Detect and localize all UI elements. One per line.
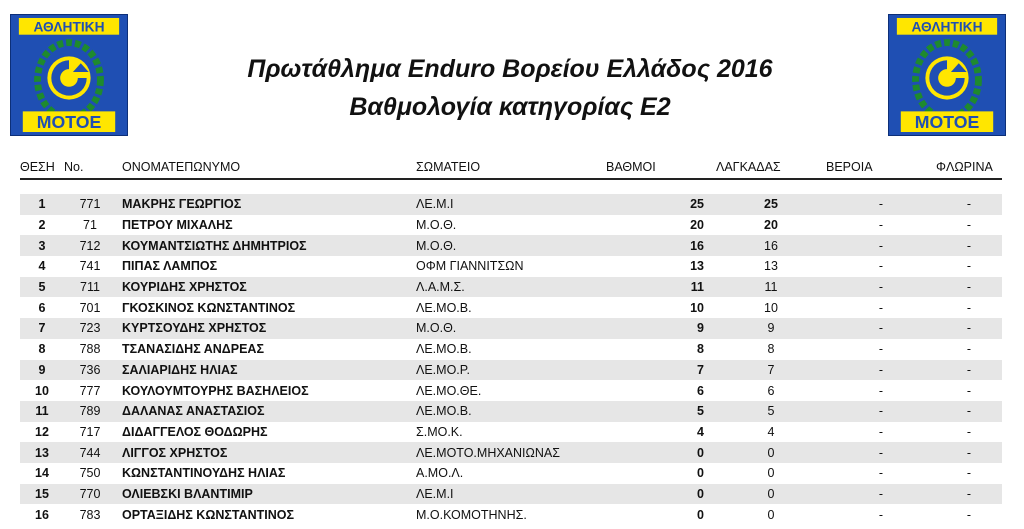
logo-emblem: [889, 15, 1005, 135]
standings-table: [20, 156, 1002, 525]
race-number-cell: 770: [64, 484, 116, 505]
total-points-cell: 6: [697, 383, 704, 398]
veroia-points-cell: -: [878, 259, 884, 274]
rider-name-cell: ΚΟΥΜΑΝΤΣΙΩΤΗΣ ΔΗΜΗΤΡΙΟΣ: [116, 235, 416, 256]
table-row: [20, 277, 1002, 298]
col-header-florina: ΦΛΩΡΙΝΑ: [936, 156, 1002, 179]
veroia-points-cell: -: [826, 484, 936, 505]
race-number-cell: 750: [79, 466, 101, 481]
florina-points-cell: -: [966, 218, 972, 233]
race-number-cell: 712: [64, 235, 116, 256]
rider-name-cell: ΤΣΑΝΑΣΙΔΗΣ ΑΝΔΡΕΑΣ: [122, 342, 264, 357]
club-cell: ΛΕ.ΜΟ.Β.: [416, 401, 606, 422]
florina-points-cell: -: [936, 442, 1002, 463]
club-cell: Μ.Ο.Θ.: [416, 318, 606, 339]
lagkadas-points-cell: 7: [716, 360, 826, 381]
total-points-cell: 0: [606, 484, 716, 505]
position-cell: 13: [20, 442, 64, 463]
race-number-cell: 717: [79, 424, 101, 439]
table-row: [20, 360, 1002, 381]
svg-text:ΑΘΛΗΤΙΚΗ: ΑΘΛΗΤΙΚΗ: [911, 19, 983, 35]
veroia-points-cell: -: [826, 235, 936, 256]
table-row: [20, 484, 1002, 505]
position-cell: 6: [38, 300, 46, 315]
florina-points-cell: -: [936, 277, 1002, 298]
florina-points-cell: -: [966, 342, 972, 357]
veroia-points-cell: -: [878, 300, 884, 315]
svg-text:ΜΟΤΟΕ: ΜΟΤΟΕ: [36, 112, 102, 133]
total-points-cell: 8: [697, 342, 704, 357]
table-row: [20, 401, 1002, 422]
col-header-veroia: ΒΕΡΟΙΑ: [826, 156, 936, 179]
table-row: [20, 256, 1002, 277]
club-cell: ΛΕ.Μ.Ι: [416, 194, 606, 215]
table-row: [20, 339, 1002, 360]
lagkadas-points-cell: 13: [764, 259, 778, 274]
race-number-cell: 789: [64, 401, 116, 422]
col-header-club: ΣΩΜΑΤΕΙΟ: [416, 156, 606, 179]
total-points-cell: 11: [606, 277, 716, 298]
club-cell: Μ.Ο.Θ.: [416, 218, 457, 233]
position-cell: 15: [20, 484, 64, 505]
header-spacer: [20, 179, 1002, 194]
standings-body: [20, 179, 1002, 525]
club-cell: ΟΦΜ ΓΙΑΝΝΙΤΣΩΝ: [416, 259, 524, 274]
club-cell: ΛΕ.Μ.Ι: [416, 484, 606, 505]
col-header-pos: ΘΕΣΗ: [20, 156, 64, 179]
veroia-points-cell: -: [878, 218, 884, 233]
rider-name-cell: ΚΩΝΣΤΑΝΤΙΝΟΥΔΗΣ ΗΛΙΑΣ: [122, 466, 286, 481]
position-cell: 5: [20, 277, 64, 298]
table-row: [20, 442, 1002, 463]
col-header-no: No.: [64, 156, 116, 179]
lagkadas-points-cell: 0: [767, 507, 775, 522]
total-points-cell: 7: [606, 360, 716, 381]
club-cell: Σ.ΜΟ.Κ.: [416, 424, 463, 439]
florina-points-cell: -: [936, 194, 1002, 215]
florina-points-cell: -: [966, 300, 972, 315]
rider-name-cell: ΚΥΡΤΣΟΥΔΗΣ ΧΡΗΣΤΟΣ: [116, 318, 416, 339]
total-points-cell: 0: [697, 466, 704, 481]
veroia-points-cell: -: [878, 424, 884, 439]
veroia-points-cell: -: [878, 342, 884, 357]
total-points-cell: 25: [606, 194, 716, 215]
veroia-points-cell: -: [826, 318, 936, 339]
florina-points-cell: -: [966, 507, 972, 522]
florina-points-cell: -: [936, 235, 1002, 256]
rider-name-cell: ΣΑΛΙΑΡΙΔΗΣ ΗΛΙΑΣ: [116, 360, 416, 381]
florina-points-cell: -: [966, 424, 972, 439]
club-cell: ΛΕ.ΜΟ.Β.: [416, 300, 472, 315]
lagkadas-points-cell: 8: [767, 342, 775, 357]
lagkadas-points-cell: 5: [716, 401, 826, 422]
veroia-points-cell: -: [878, 507, 884, 522]
position-cell: 14: [35, 466, 49, 481]
logo-emblem: [11, 15, 127, 135]
lagkadas-points-cell: 0: [716, 484, 826, 505]
veroia-points-cell: -: [826, 401, 936, 422]
florina-points-cell: -: [936, 360, 1002, 381]
club-cell: Μ.Ο.ΚΟΜΟΤΗΝΗΣ.: [416, 507, 527, 522]
svg-text:ΜΟΤΟΕ: ΜΟΤΟΕ: [914, 112, 980, 133]
position-cell: 12: [35, 424, 49, 439]
position-cell: 2: [38, 218, 46, 233]
club-cell: Λ.Α.Μ.Σ.: [416, 277, 606, 298]
lagkadas-points-cell: 9: [716, 318, 826, 339]
florina-points-cell: -: [966, 259, 972, 274]
veroia-points-cell: -: [826, 277, 936, 298]
athlitiki-moto-logo-right: [888, 14, 1006, 136]
florina-points-cell: -: [936, 318, 1002, 339]
col-header-points: ΒΑΘΜΟΙ: [606, 156, 716, 179]
race-number-cell: 741: [79, 259, 101, 274]
position-cell: 9: [20, 360, 64, 381]
race-number-cell: 71: [83, 218, 97, 233]
lagkadas-points-cell: 11: [716, 277, 826, 298]
veroia-points-cell: -: [826, 360, 936, 381]
lagkadas-points-cell: 16: [716, 235, 826, 256]
florina-points-cell: -: [936, 401, 1002, 422]
club-cell: ΛΕ.ΜΟ.ΘΕ.: [416, 383, 482, 398]
total-points-cell: 4: [697, 424, 704, 439]
veroia-points-cell: -: [878, 383, 884, 398]
total-points-cell: 10: [690, 300, 704, 315]
club-cell: Μ.Ο.Θ.: [416, 235, 606, 256]
club-cell: Α.ΜΟ.Λ.: [416, 466, 464, 481]
race-number-cell: 783: [79, 507, 101, 522]
col-header-lagkadas: ΛΑΓΚΑΔΑΣ: [716, 156, 826, 179]
club-cell: ΛΕ.ΜΟΤΟ.ΜΗΧΑΝΙΩΝΑΣ: [416, 442, 606, 463]
table-row: [20, 422, 1002, 443]
svg-text:ΑΘΛΗΤΙΚΗ: ΑΘΛΗΤΙΚΗ: [33, 19, 105, 35]
florina-points-cell: -: [966, 466, 972, 481]
position-cell: 3: [20, 235, 64, 256]
total-points-cell: 13: [690, 259, 704, 274]
position-cell: 1: [20, 194, 64, 215]
table-row: [20, 297, 1002, 318]
position-cell: 16: [35, 507, 49, 522]
veroia-points-cell: -: [826, 442, 936, 463]
rider-name-cell: ΟΛΙΕΒΣΚΙ ΒΛΑΝΤΙΜΙΡ: [116, 484, 416, 505]
table-header-row: [20, 156, 1002, 179]
table-row: [20, 463, 1002, 484]
veroia-points-cell: -: [878, 466, 884, 481]
table-row: [20, 215, 1002, 236]
position-cell: 4: [38, 259, 46, 274]
total-points-cell: 20: [690, 218, 704, 233]
lagkadas-points-cell: 25: [716, 194, 826, 215]
florina-points-cell: -: [936, 484, 1002, 505]
rider-name-cell: ΚΟΥΛΟΥΜΤΟΥΡΗΣ ΒΑΣΗΛΕΙΟΣ: [122, 383, 309, 398]
lagkadas-points-cell: 0: [716, 442, 826, 463]
rider-name-cell: ΛΙΓΓΟΣ ΧΡΗΣΤΟΣ: [116, 442, 416, 463]
rider-name-cell: ΔΙΔΑΓΓΕΛΟΣ ΘΟΔΩΡΗΣ: [122, 424, 268, 439]
title-line-1: Πρωτάθλημα Enduro Βορείου Ελλάδος 2016: [247, 55, 773, 83]
rider-name-cell: ΓΚΟΣΚΙΝΟΣ ΚΩΝΣΤΑΝΤΙΝΟΣ: [122, 300, 296, 315]
col-header-name: ΟΝΟΜΑΤΕΠΩΝΥΜΟ: [116, 156, 416, 179]
position-cell: 11: [20, 401, 64, 422]
table-row: [20, 194, 1002, 215]
lagkadas-points-cell: 6: [767, 383, 775, 398]
race-number-cell: 701: [79, 300, 101, 315]
club-cell: ΛΕ.ΜΟ.Β.: [416, 342, 472, 357]
rider-name-cell: ΜΑΚΡΗΣ ΓΕΩΡΓΙΟΣ: [116, 194, 416, 215]
race-number-cell: 736: [64, 360, 116, 381]
total-points-cell: 0: [606, 442, 716, 463]
rider-name-cell: ΟΡΤΑΞΙΔΗΣ ΚΩΝΣΤΑΝΤΙΝΟΣ: [122, 507, 294, 522]
rider-name-cell: ΠΙΠΑΣ ΛΑΜΠΟΣ: [122, 259, 218, 274]
lagkadas-points-cell: 20: [764, 218, 778, 233]
race-number-cell: 711: [64, 277, 116, 298]
table-row: [20, 504, 1002, 525]
veroia-points-cell: -: [826, 194, 936, 215]
total-points-cell: 0: [697, 507, 704, 522]
total-points-cell: 5: [606, 401, 716, 422]
total-points-cell: 16: [606, 235, 716, 256]
lagkadas-points-cell: 10: [764, 300, 778, 315]
position-cell: 8: [38, 342, 46, 357]
race-number-cell: 777: [79, 383, 101, 398]
table-row: [20, 235, 1002, 256]
rider-name-cell: ΔΑΛΑΝΑΣ ΑΝΑΣΤΑΣΙΟΣ: [116, 401, 416, 422]
table-row: [20, 318, 1002, 339]
position-cell: 10: [35, 383, 49, 398]
rider-name-cell: ΚΟΥΡΙΔΗΣ ΧΡΗΣΤΟΣ: [116, 277, 416, 298]
rider-name-cell: ΠΕΤΡΟΥ ΜΙΧΑΛΗΣ: [122, 218, 233, 233]
race-number-cell: 771: [64, 194, 116, 215]
table-row: [20, 380, 1002, 401]
lagkadas-points-cell: 4: [767, 424, 775, 439]
title-line-2: Βαθμολογία κατηγορίας Ε2: [349, 93, 671, 121]
race-number-cell: 744: [64, 442, 116, 463]
total-points-cell: 9: [606, 318, 716, 339]
club-cell: ΛΕ.ΜΟ.Ρ.: [416, 360, 606, 381]
athlitiki-moto-logo-left: [10, 14, 128, 136]
position-cell: 7: [20, 318, 64, 339]
race-number-cell: 723: [64, 318, 116, 339]
page-title: [140, 50, 880, 126]
race-number-cell: 788: [79, 342, 101, 357]
lagkadas-points-cell: 0: [767, 466, 775, 481]
florina-points-cell: -: [966, 383, 972, 398]
